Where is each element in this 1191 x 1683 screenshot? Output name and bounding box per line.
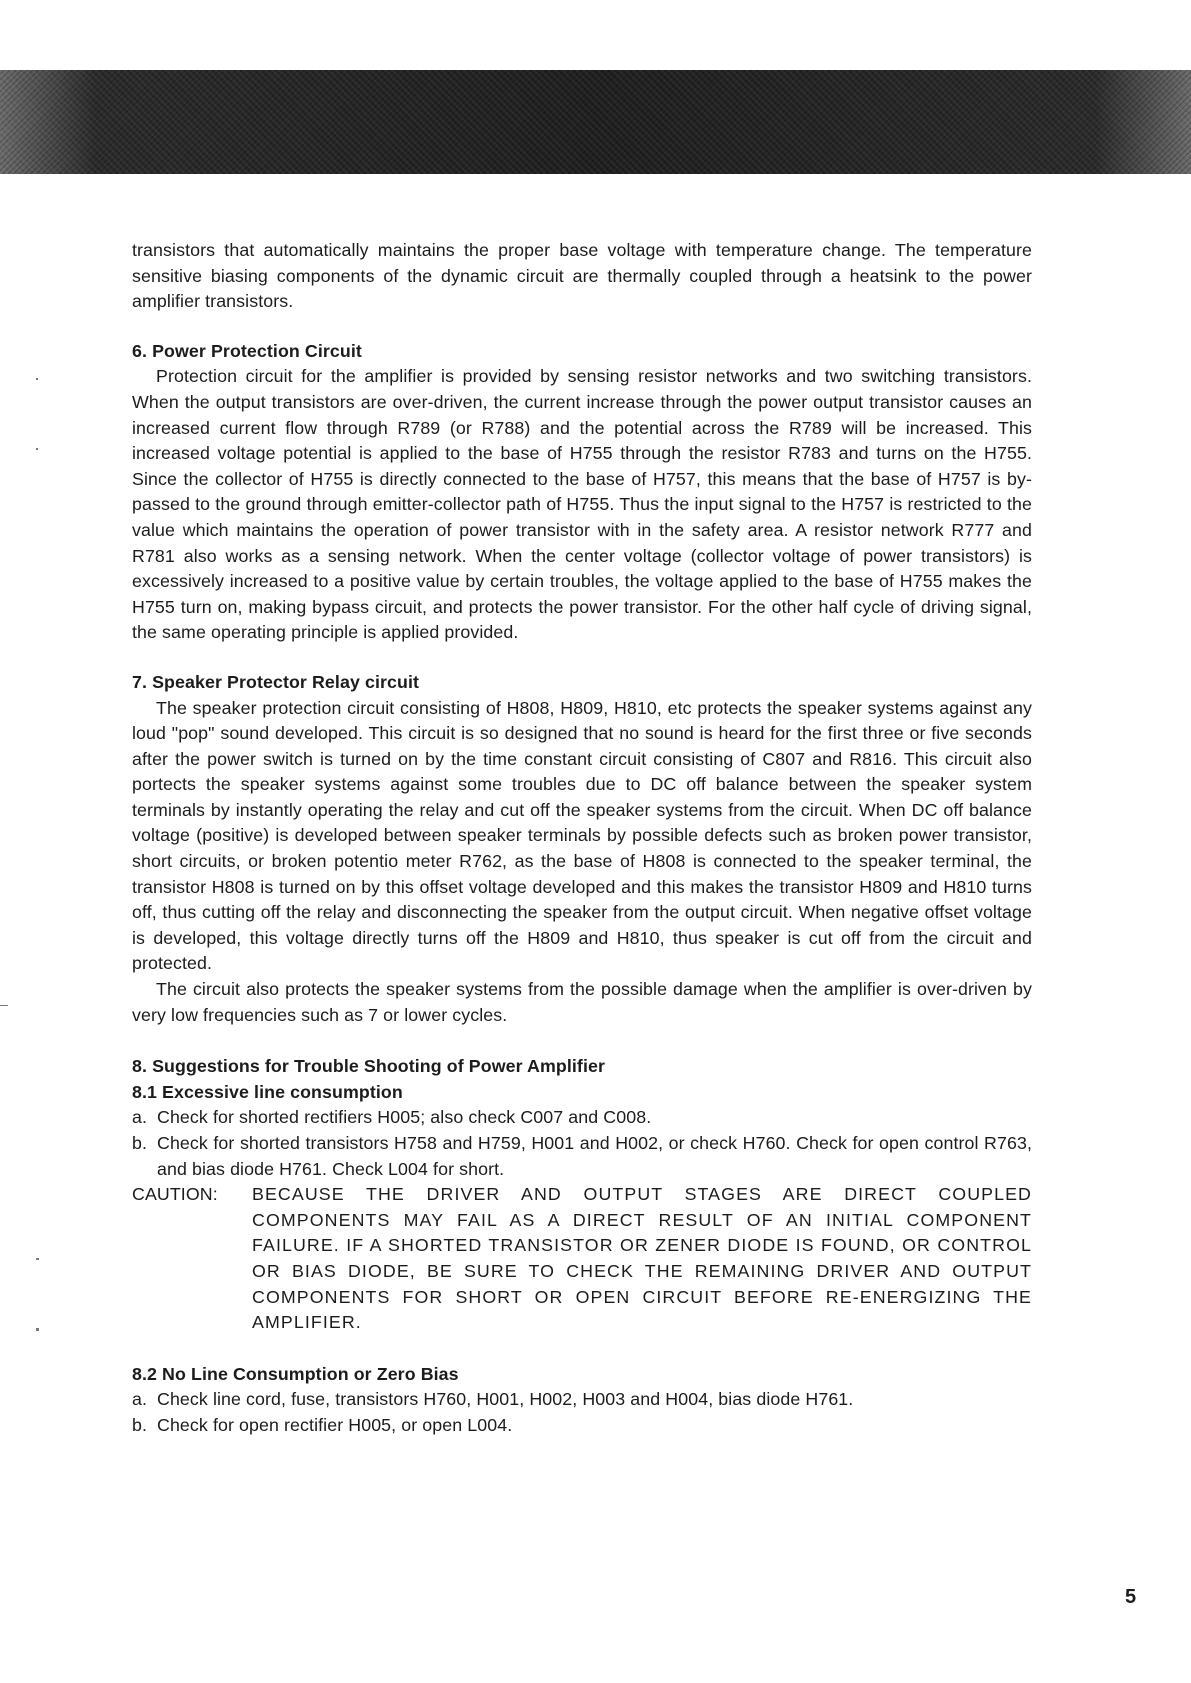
caution-text: BECAUSE THE DRIVER AND OUTPUT STAGES ARE DIRECT COUPLED COMPONENTS MAY FAIL AS A DIRECT RESULT OF AN INITIAL COMPONENT FAILURE. IF A SHORTED TRANSISTOR OR ZENER DIODE IS FOUND, OR CONTROL OR BIAS DIODE, BE SURE TO CHECK THE REMAINING DRIVER AND OUTPUT COMPONENTS FOR SHORT OR OPEN CIRCUIT BEFORE RE-ENERGIZING THE AMPLIFIER. [252, 1184, 1032, 1333]
section-8-heading: 8. Suggestions for Trouble Shooting of Power Amplifier [132, 1056, 605, 1077]
section-6-paragraph: Protection circuit for the amplifier is provided by sensing resistor networks and two switching transistors. When the output transistors are over-driven, the current increase through the power output transistor causes an increased current flow through R789 (or R788) and the potential across the R789 will be increased. This increased voltage potential is applied to the base of H755 through the resistor R783 and turns on the H755. Since the collector of H755 is directly connected to the base of H757, this means that the base of H757 is by-passed to the ground through emitter-collector path of H755. Thus the input signal to the H757 is restricted to the value which maintains the operation of power transistor with in the safety area. A resistor network R777 and R781 also works as a sensing network. When the center voltage (collector voltage of power transistors) is excessively increased to a positive value by certain troubles, the voltage applied to the base of H755 makes the H755 turn on, making bypass circuit, and protects the power transistor. For the other half cycle of driving signal, the same operating principle is applied provided. [132, 366, 1032, 643]
section-7-paragraph-2: The circuit also protects the speaker systems from the possible damage when the amplifier is over-driven by very low frequencies such as 7 or lower cycles. [132, 979, 1032, 1025]
list-item [132, 1105, 1032, 1131]
list-item-label: b. [132, 1133, 148, 1153]
page-content [132, 238, 1032, 1439]
list-item [132, 1413, 1032, 1439]
section-8-2-heading: 8.2 No Line Consumption or Zero Bias [132, 1363, 459, 1384]
scan-speck [36, 378, 38, 380]
list-item-text: Check for open rectifier H005, or open L004. [157, 1414, 513, 1435]
list-item-text: Check for shorted transistors H758 and H759, H001 and H002, or check H760. Check for open control R763, and bias diode H761. Check L004 for short. [157, 1133, 1032, 1179]
scan-speck [0, 1005, 8, 1006]
list-item-text: Check for shorted rectifiers H005; also check C007 and C008. [157, 1107, 652, 1128]
section-6-heading: 6. Power Protection Circuit [132, 340, 362, 361]
header-band [0, 70, 1191, 174]
list-item-label: b. [132, 1414, 148, 1435]
list-item [132, 1387, 1032, 1413]
list-item-label: a. [132, 1107, 148, 1128]
list-item-text: Check line cord, fuse, transistors H760, H001, H002, H003 and H004, bias diode H761. [157, 1389, 854, 1410]
caution-label: CAUTION: [132, 1184, 218, 1205]
scan-speck [36, 1258, 39, 1260]
intro-paragraph: transistors that automatically maintains the proper base voltage with temperature change. The temperature sensitive biasing components of the dynamic circuit are thermally coupled through a heatsink to the power amplifier transistors. [132, 240, 1032, 312]
caution-note [132, 1182, 1032, 1336]
scan-speck [36, 448, 38, 450]
section-7-paragraph-1: The speaker protection circuit consisting of H808, H809, H810, etc protects the speaker systems against any loud "pop" sound developed. This circuit is so designed that no sound is heard for the first three or five seconds after the power switch is turned on by the time constant circuit consisting of C807 and R816. This circuit also portects the speaker systems against some troubles due to DC off balance between the speaker system terminals by instantly operating the relay and cut off the speaker systems from the circuit. When DC off balance voltage (positive) is developed between speaker terminals by possible defects such as broken power transistor, short circuits, or broken potentio meter R762, as the base of H808 is connected to the speaker terminal, the transistor H808 is turned on by this offset voltage developed and this makes the transistor H809 and H810 turns off, thus cutting off the relay and disconnecting the speaker from the output circuit. When negative offset voltage is developed, this voltage directly turns off the H809 and H810, thus speaker is cut off from the circuit and protected. [132, 697, 1032, 974]
scan-speck [36, 1328, 39, 1331]
section-7-heading: 7. Speaker Protector Relay circuit [132, 671, 420, 692]
list-item-label: a. [132, 1389, 148, 1410]
list-item [132, 1131, 1032, 1182]
section-8-1-heading: 8.1 Excessive line consumption [132, 1081, 403, 1102]
page-number: 5 [1125, 1586, 1137, 1608]
